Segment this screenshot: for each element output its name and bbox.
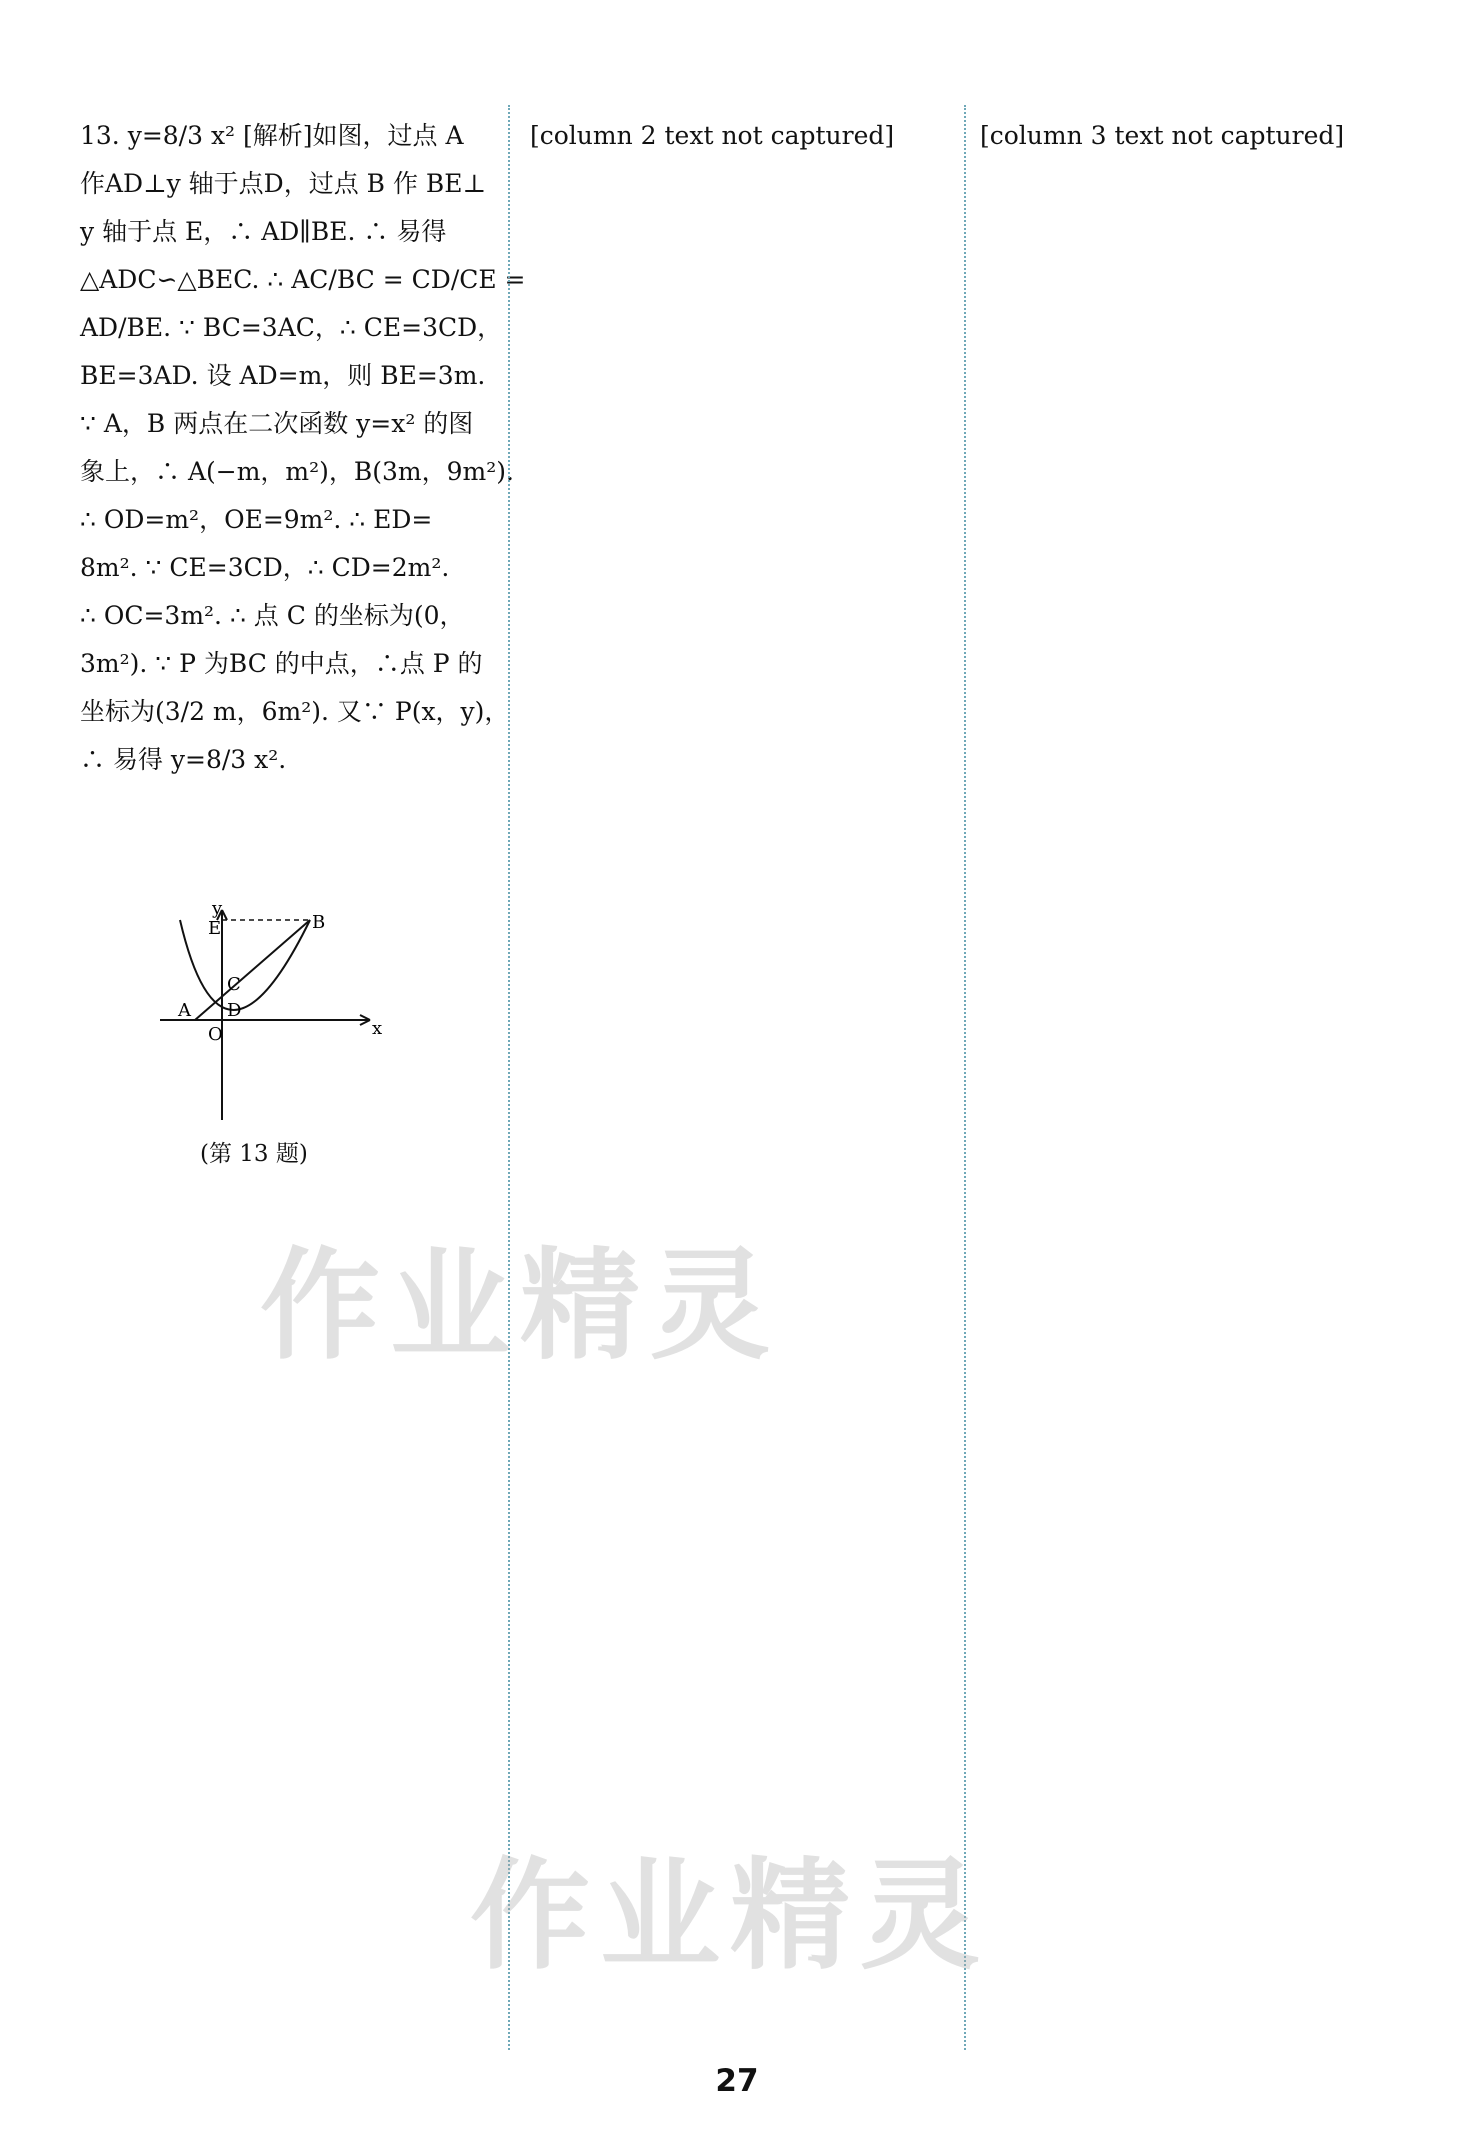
text-line: ∴ OD=m²，OE=9m². ∴ ED= bbox=[80, 505, 433, 534]
text-line: ∵ A，B 两点在二次函数 y=x² 的图 bbox=[80, 409, 474, 438]
text-line: [column 3 text not captured] bbox=[980, 121, 1345, 150]
figure-label-o: O bbox=[208, 1024, 223, 1045]
text-line: △ADC∽△BEC. ∴ AC/BC = CD/CE = bbox=[80, 265, 526, 294]
figure-label-b: B bbox=[312, 912, 326, 933]
figure-label-x: x bbox=[372, 1018, 383, 1039]
text-line: [column 2 text not captured] bbox=[530, 121, 895, 150]
text-line: 象上，∴ A(−m，m²)，B(3m，9m²). bbox=[80, 457, 514, 486]
figure-label-c: C bbox=[227, 974, 241, 995]
text-line: 13. y=8/3 x² [解析]如图，过点 A bbox=[80, 121, 464, 150]
text-line: 8m². ∵ CE=3CD，∴ CD=2m². bbox=[80, 553, 450, 582]
answer-column-1 bbox=[80, 112, 526, 784]
column-divider bbox=[964, 105, 966, 2050]
page-number: 27 bbox=[715, 2063, 759, 2099]
text-line: 坐标为(3/2 m，6m²). 又∵ P(x，y)， bbox=[80, 697, 510, 726]
answer-column-2 bbox=[530, 112, 950, 160]
figure-caption: (第 13 题) bbox=[200, 1141, 308, 1167]
problem-13-figure bbox=[160, 900, 400, 1130]
figure-label-e: E bbox=[208, 918, 222, 939]
text-line: BE=3AD. 设 AD=m，则 BE=3m. bbox=[80, 361, 486, 390]
figure-label-a: A bbox=[178, 1000, 191, 1021]
text-line: ∴ OC=3m². ∴ 点 C 的坐标为(0， bbox=[80, 601, 465, 630]
text-line: AD/BE. ∵ BC=3AC，∴ CE=3CD， bbox=[80, 313, 503, 342]
watermark: 作业精灵 bbox=[470, 1847, 990, 1986]
text-line: 作AD⊥y 轴于点D，过点 B 作 BE⊥ bbox=[80, 169, 487, 198]
text-line: 3m²). ∵ P 为BC 的中点，∴点 P 的 bbox=[80, 649, 483, 678]
answer-column-3 bbox=[980, 112, 1400, 160]
figure-label-d: D bbox=[227, 1000, 242, 1021]
watermark: 作业精灵 bbox=[260, 1237, 780, 1376]
column-divider bbox=[508, 105, 510, 2050]
text-line: y 轴于点 E，∴ AD∥BE. ∴ 易得 bbox=[80, 217, 447, 246]
text-line: ∴ 易得 y=8/3 x². bbox=[80, 745, 287, 774]
figure-label-y: y bbox=[212, 900, 223, 919]
